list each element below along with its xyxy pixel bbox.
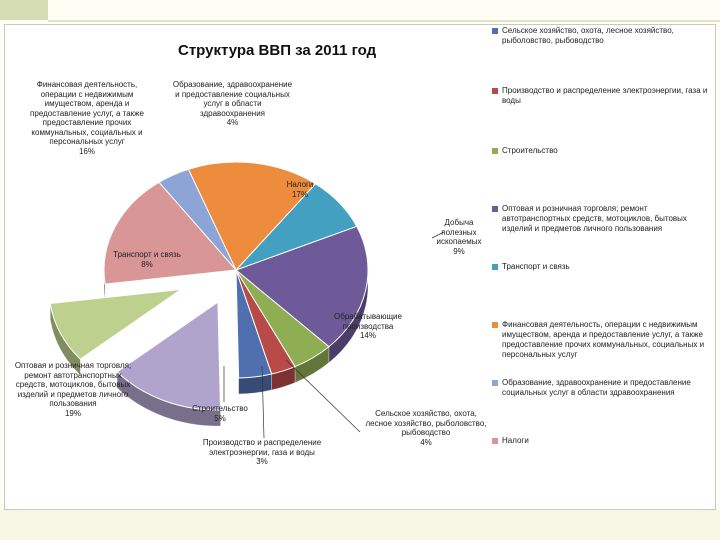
- slice-label-transport: Транспорт и связь 8%: [113, 250, 181, 269]
- legend-label: Транспорт и связь: [502, 262, 570, 271]
- legend-label: Оптовая и розничная торговля; ремонт автотранспортных средств, мотоциклов, бытовых изделий и предметов личного пользования: [502, 204, 687, 233]
- slice-label-trade: Оптовая и розничная торговля; ремонт автотранспортных средств, мотоциклов, бытовых изделий и предметов личного пользования 19%: [14, 361, 132, 418]
- legend-swatch: [492, 264, 498, 270]
- slice-label-manufacturing: Обрабатывающие производства 14%: [334, 312, 402, 340]
- legend-label: Налоги: [502, 436, 529, 445]
- legend-swatch: [492, 206, 498, 212]
- legend-label: Образование, здравоохранение и предоставление социальных услуг в области здравоохранения: [502, 378, 691, 397]
- legend-label: Сельское хозяйство, охота, лесное хозяйство, рыболовство, рыбоводство: [502, 26, 674, 45]
- legend-label: Производство и распределение электроэнергии, газа и воды: [502, 86, 708, 105]
- legend-label: Финансовая деятельность, операции с недвижимым имуществом, аренда и предоставление услуг, а также предоставление прочих коммунальных, социальных и персональных услуг: [502, 320, 705, 359]
- slice-label-utilities: Производство и распределение электроэнергии, газа и воды 3%: [202, 438, 322, 466]
- slice-label-taxes: Налоги 17%: [286, 180, 314, 199]
- leader-line: [286, 360, 360, 432]
- slice-label-agriculture: Сельское хозяйство, охота, лесное хозяйство, рыболовство, рыбоводство 4%: [365, 409, 487, 447]
- slice-label-education: Образование, здравоохранение и предоставление социальных услуг в области здравоохранения 4%: [172, 80, 293, 127]
- legend-swatch: [492, 28, 498, 34]
- legend-swatch: [492, 438, 498, 444]
- slice-label-mining: Добыча полезных ископаемых 9%: [436, 218, 482, 256]
- legend-swatch: [492, 322, 498, 328]
- legend-swatch: [492, 380, 498, 386]
- chart-title: Структура ВВП за 2011 год: [178, 42, 377, 59]
- slice-label-finance: Финансовая деятельность, операции с недвижимым имуществом, аренда и предоставление услуг, а также предоставление прочих коммунальных, социальных и персональных услуг 16%: [30, 80, 144, 156]
- slice-label-construction: Строительство 5%: [192, 404, 248, 423]
- legend-swatch: [492, 148, 498, 154]
- legend-swatch: [492, 88, 498, 94]
- legend-label: Строительство: [502, 146, 558, 155]
